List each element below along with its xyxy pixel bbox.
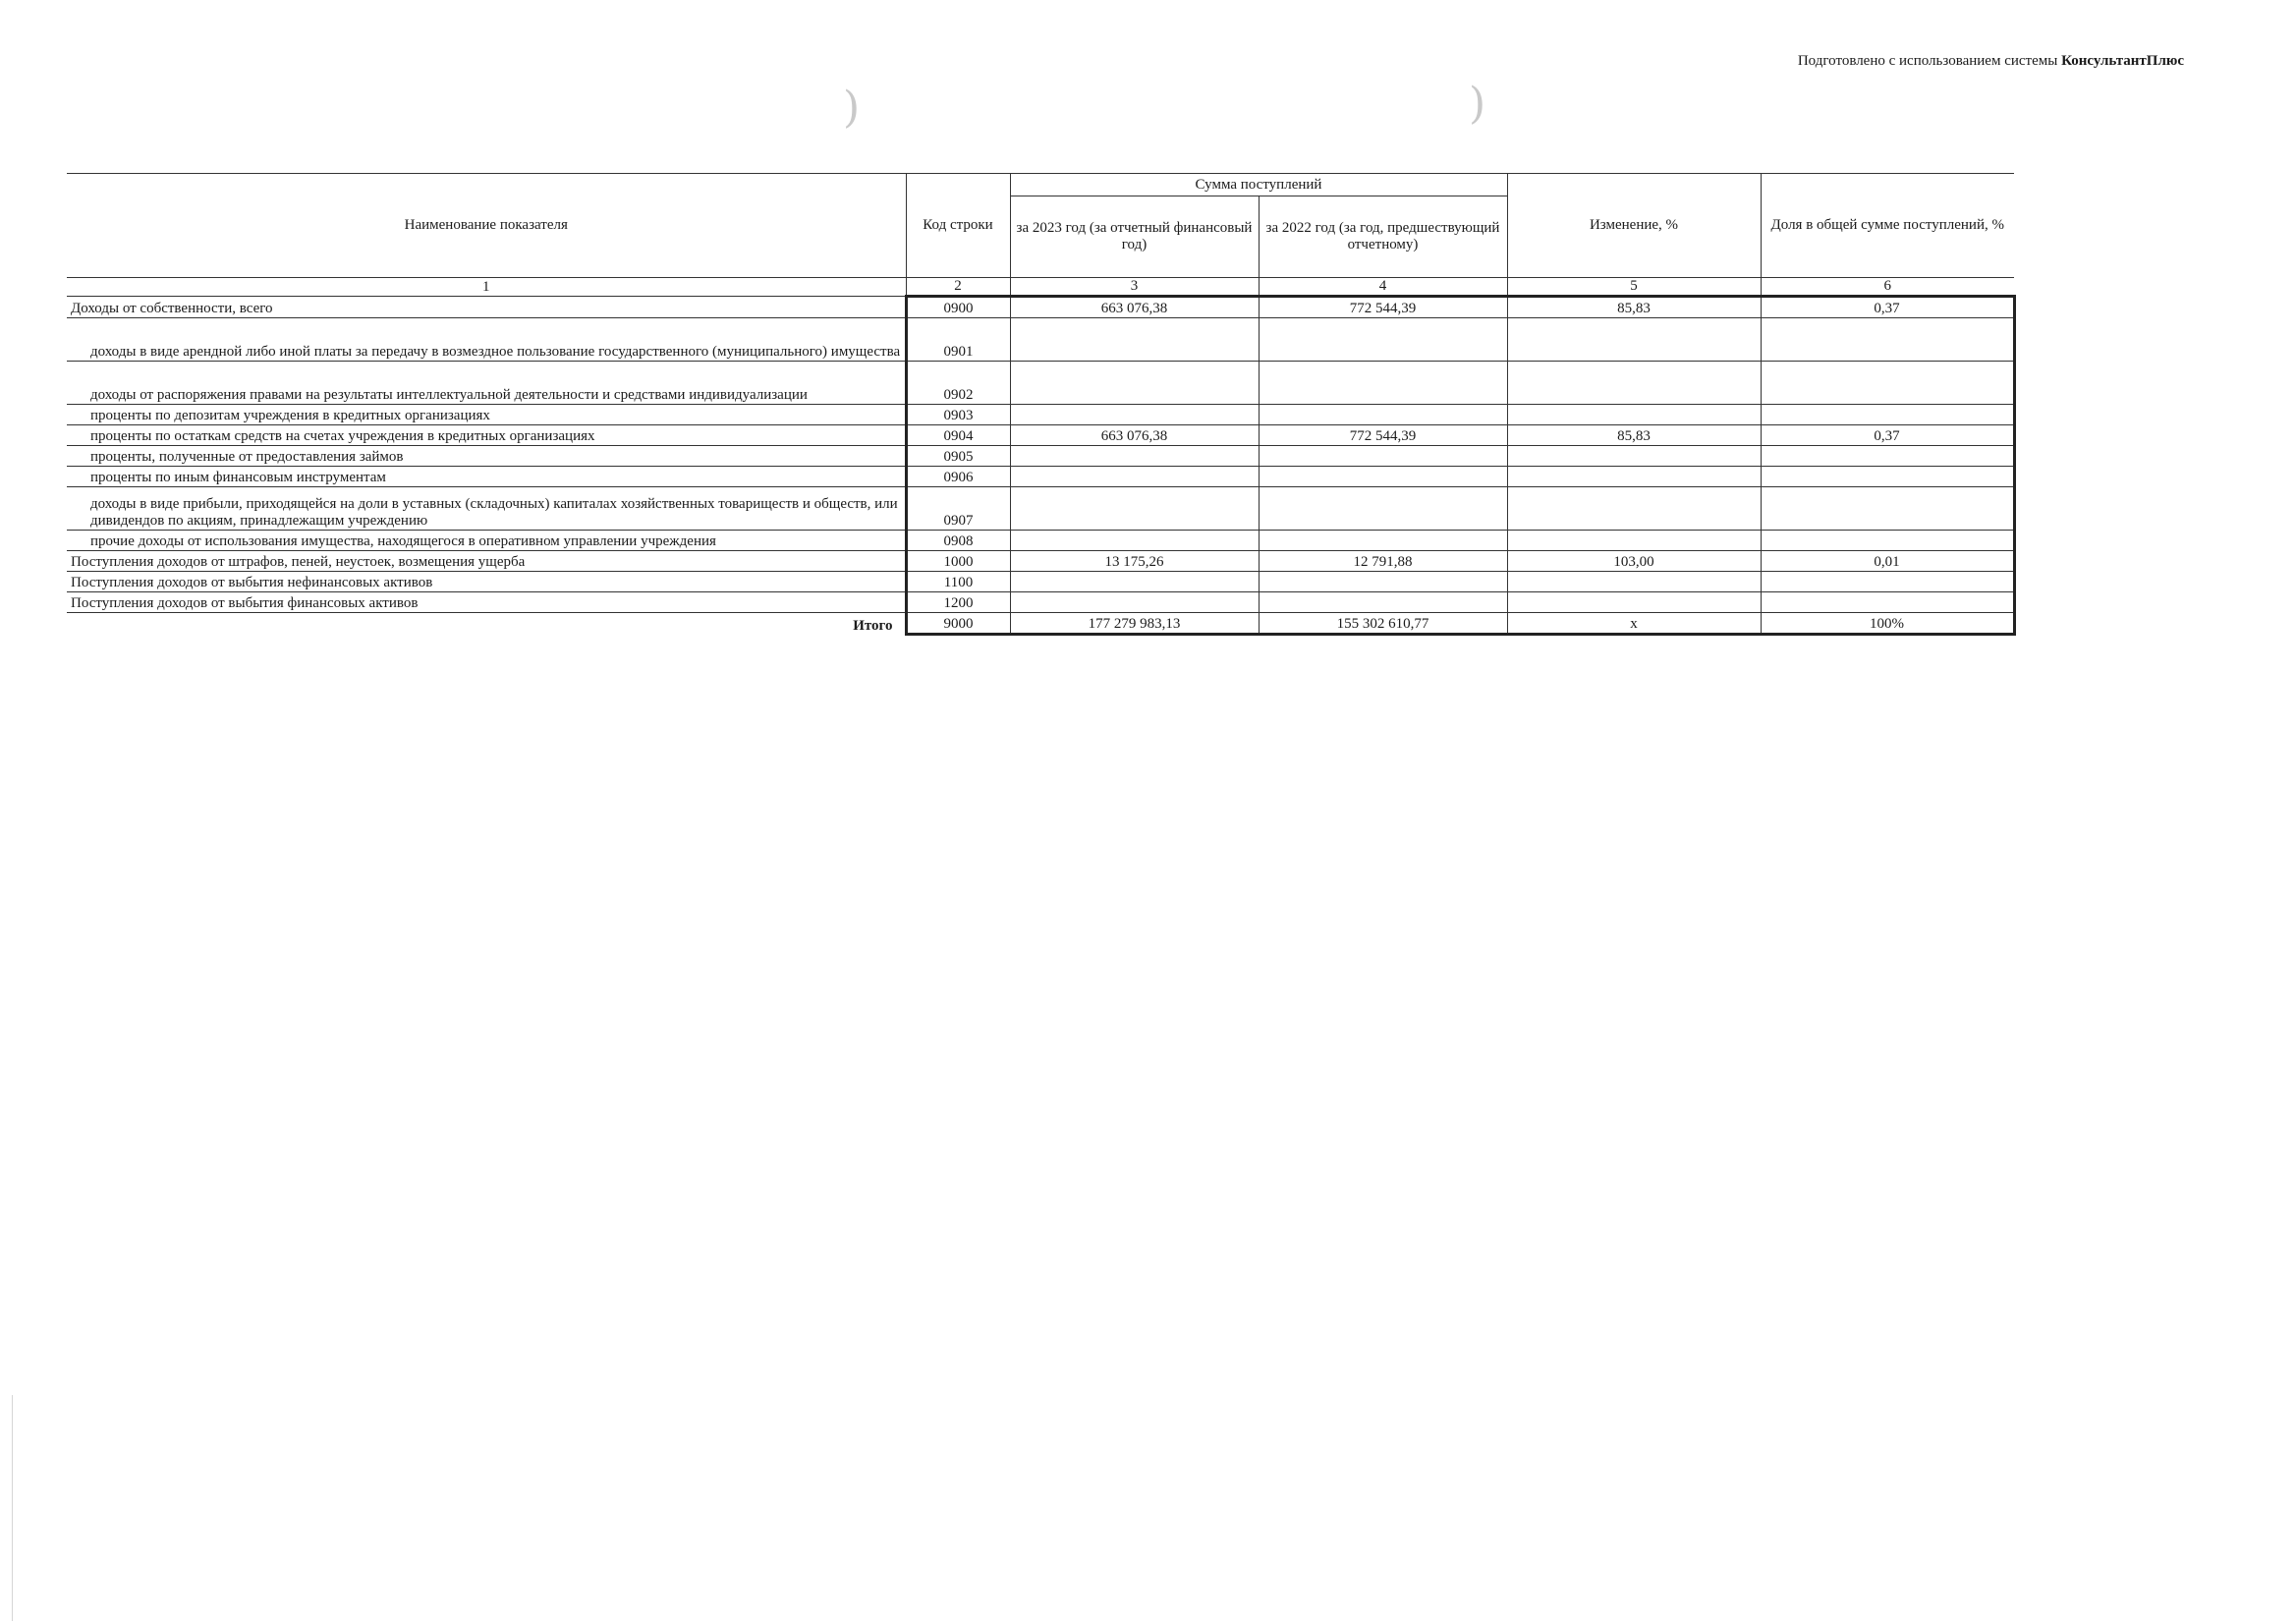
row-share: 0,37 — [1761, 297, 2014, 318]
row-change — [1507, 592, 1761, 613]
header-year-current: за 2023 год (за отчетный финансовый год) — [1010, 196, 1259, 278]
column-number: 5 — [1507, 278, 1761, 297]
row-code: 1200 — [906, 592, 1010, 613]
row-value-2023 — [1010, 405, 1259, 425]
table-row — [67, 572, 2014, 592]
scan-edge-line — [12, 1395, 13, 1621]
table-row — [67, 531, 2014, 551]
row-value-2022 — [1259, 467, 1507, 487]
row-code: 0901 — [906, 318, 1010, 362]
row-change — [1507, 467, 1761, 487]
table-row — [67, 446, 2014, 467]
row-share — [1761, 405, 2014, 425]
row-change — [1507, 318, 1761, 362]
row-value-2023: 13 175,26 — [1010, 551, 1259, 572]
table-row — [67, 405, 2014, 425]
row-name: доходы в виде прибыли, приходящейся на доли в уставных (складочных) капиталах хозяйственных товариществ и обществ, или дивидендов по акциям, принадлежащим учреждению — [67, 487, 906, 531]
row-value-2022 — [1259, 362, 1507, 405]
total-value-2022: 155 302 610,77 — [1259, 613, 1507, 635]
row-name: Поступления доходов от выбытия финансовых активов — [67, 592, 906, 613]
row-name: проценты по иным финансовым инструментам — [67, 467, 906, 487]
total-label: Итого — [67, 613, 906, 635]
row-value-2023: 663 076,38 — [1010, 297, 1259, 318]
row-code: 0905 — [906, 446, 1010, 467]
row-change — [1507, 446, 1761, 467]
total-value-2023: 177 279 983,13 — [1010, 613, 1259, 635]
row-code: 0906 — [906, 467, 1010, 487]
row-change — [1507, 362, 1761, 405]
column-numbers-row — [67, 278, 2014, 297]
row-value-2022: 772 544,39 — [1259, 297, 1507, 318]
row-code: 1000 — [906, 551, 1010, 572]
table-body — [67, 297, 2014, 635]
header-change: Изменение, % — [1507, 174, 1761, 278]
total-code: 9000 — [906, 613, 1010, 635]
row-name: Поступления доходов от штрафов, пеней, неустоек, возмещения ущерба — [67, 551, 906, 572]
row-value-2023 — [1010, 318, 1259, 362]
prepared-with-note — [1798, 53, 2184, 70]
table-header — [67, 174, 2014, 297]
scan-mark-left: ) — [843, 83, 861, 133]
table-row — [67, 592, 2014, 613]
row-share — [1761, 531, 2014, 551]
total-change: x — [1507, 613, 1761, 635]
row-code: 1100 — [906, 572, 1010, 592]
table-row — [67, 487, 2014, 531]
column-number: 6 — [1761, 278, 2014, 297]
column-number: 4 — [1259, 278, 1507, 297]
row-change: 85,83 — [1507, 297, 1761, 318]
row-value-2023 — [1010, 572, 1259, 592]
column-number: 3 — [1010, 278, 1259, 297]
row-share — [1761, 487, 2014, 531]
row-share — [1761, 572, 2014, 592]
row-name: Доходы от собственности, всего — [67, 297, 906, 318]
row-share — [1761, 362, 2014, 405]
row-value-2023 — [1010, 592, 1259, 613]
prepared-brand: КонсультантПлюс — [2061, 53, 2184, 69]
row-change — [1507, 572, 1761, 592]
row-name: доходы от распоряжения правами на результаты интеллектуальной деятельности и средствами индивидуализации — [67, 362, 906, 405]
row-value-2022 — [1259, 446, 1507, 467]
scan-mark-right: ) — [1469, 79, 1486, 129]
table-row — [67, 362, 2014, 405]
prepared-prefix: Подготовлено с использованием системы — [1797, 53, 2062, 69]
row-share — [1761, 446, 2014, 467]
row-code: 0904 — [906, 425, 1010, 446]
row-share — [1761, 318, 2014, 362]
row-value-2022 — [1259, 592, 1507, 613]
total-share: 100% — [1761, 613, 2014, 635]
row-value-2022: 772 544,39 — [1259, 425, 1507, 446]
header-year-previous: за 2022 год (за год, предшествующий отчетному) — [1259, 196, 1507, 278]
row-share — [1761, 592, 2014, 613]
row-code: 0900 — [906, 297, 1010, 318]
row-name: проценты, полученные от предоставления займов — [67, 446, 906, 467]
row-share — [1761, 467, 2014, 487]
header-name: Наименование показателя — [67, 174, 906, 278]
row-value-2023 — [1010, 531, 1259, 551]
row-code: 0902 — [906, 362, 1010, 405]
row-change — [1507, 531, 1761, 551]
row-code: 0907 — [906, 487, 1010, 531]
row-code: 0903 — [906, 405, 1010, 425]
row-share: 0,01 — [1761, 551, 2014, 572]
table-row — [67, 425, 2014, 446]
row-code: 0908 — [906, 531, 1010, 551]
column-number: 1 — [67, 278, 906, 297]
row-value-2023 — [1010, 362, 1259, 405]
row-name: доходы в виде арендной либо иной платы за передачу в возмездное пользование государственного (муниципального) имущества — [67, 318, 906, 362]
row-value-2022 — [1259, 405, 1507, 425]
row-change — [1507, 487, 1761, 531]
row-value-2022 — [1259, 487, 1507, 531]
column-number: 2 — [906, 278, 1010, 297]
header-sum-group: Сумма поступлений — [1010, 174, 1507, 196]
row-value-2023 — [1010, 467, 1259, 487]
row-name: Поступления доходов от выбытия нефинансовых активов — [67, 572, 906, 592]
table-row — [67, 467, 2014, 487]
row-value-2022 — [1259, 572, 1507, 592]
row-name: проценты по депозитам учреждения в кредитных организациях — [67, 405, 906, 425]
header-share: Доля в общей сумме поступлений, % — [1761, 174, 2014, 278]
row-value-2022 — [1259, 531, 1507, 551]
row-change: 103,00 — [1507, 551, 1761, 572]
header-code: Код строки — [906, 174, 1010, 278]
row-value-2023 — [1010, 446, 1259, 467]
table-row — [67, 551, 2014, 572]
row-share: 0,37 — [1761, 425, 2014, 446]
row-name: проценты по остаткам средств на счетах учреждения в кредитных организациях — [67, 425, 906, 446]
row-value-2022 — [1259, 318, 1507, 362]
income-report-table — [67, 173, 2016, 636]
table-row — [67, 318, 2014, 362]
row-name: прочие доходы от использования имущества, находящегося в оперативном управлении учреждения — [67, 531, 906, 551]
row-value-2023: 663 076,38 — [1010, 425, 1259, 446]
table-row — [67, 297, 2014, 318]
row-value-2023 — [1010, 487, 1259, 531]
row-change — [1507, 405, 1761, 425]
row-change: 85,83 — [1507, 425, 1761, 446]
row-value-2022: 12 791,88 — [1259, 551, 1507, 572]
total-row — [67, 613, 2014, 635]
